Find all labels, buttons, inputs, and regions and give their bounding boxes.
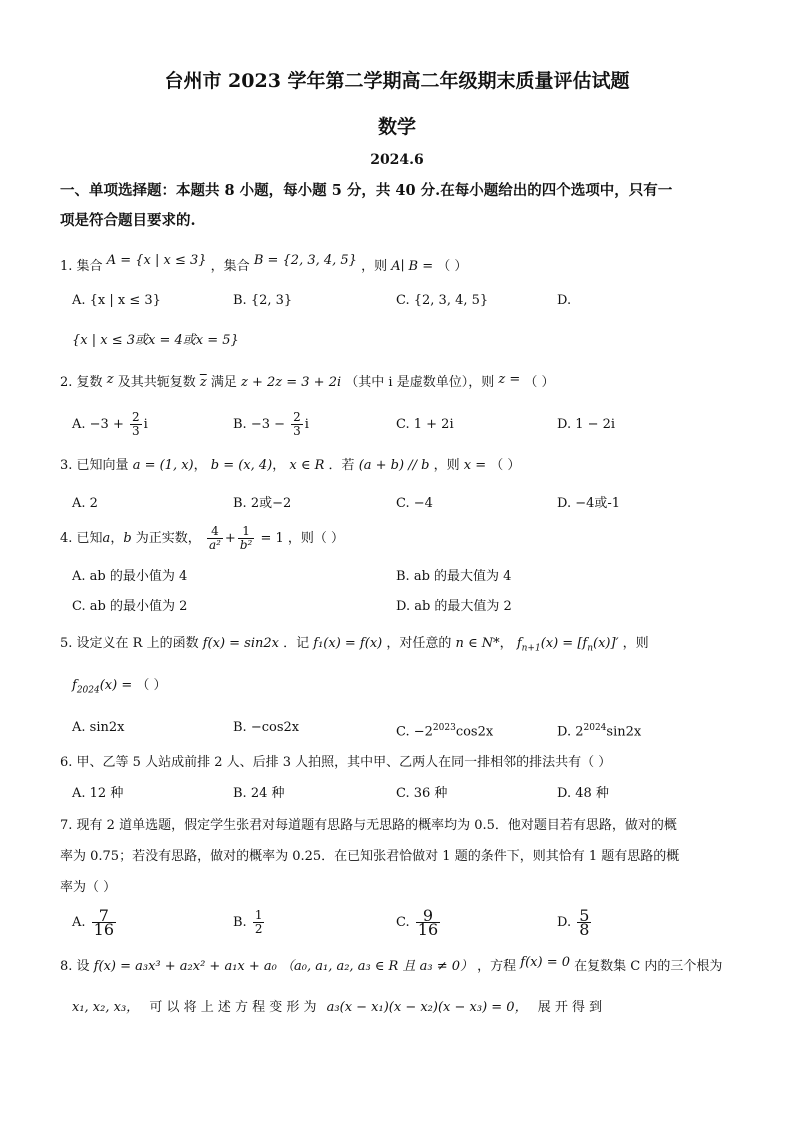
- q5-option-c-tail: cos2x: [455, 724, 494, 740]
- q8-line-2-tail: 展 开 得 到: [537, 1000, 603, 1015]
- q2-stem-b: 及其共轭复数: [117, 375, 196, 390]
- question-7-line-2: 率为 0.75；若没有思路，做对的概率为 0.25．在已知张君恰做对 1 题的条件下，则其恰有 1 题有思路的概: [60, 849, 680, 864]
- q7-option-d-fraction: [577, 906, 591, 939]
- q7-option-c-label: C.: [396, 915, 410, 930]
- q3-ask: x =: [463, 458, 487, 473]
- q5-stem-b: ．记: [283, 636, 310, 651]
- section-heading-line1: 一、单项选择题：本题共 8 小题，每小题 5 分，共 40 分.在每小题给出的四个选项中，只有一: [60, 182, 673, 199]
- q7-c-num: 9: [416, 909, 440, 923]
- q5-stem-c: ，对任意的: [386, 636, 452, 651]
- q7-option-b-fraction: [253, 909, 265, 936]
- q2-option-a-fraction: [130, 411, 142, 438]
- q8-stem-a: 8. 设: [60, 959, 90, 974]
- q5-f2024: $f_{2024}(x)$ =: [72, 678, 133, 696]
- q4-fraction-2: [238, 525, 255, 552]
- q7-option-a-label: A.: [72, 915, 86, 930]
- q1-option-b: B. {2, 3}: [233, 293, 293, 308]
- q4-stem-b: 为正实数，: [135, 531, 201, 546]
- q2-z: z: [106, 372, 114, 387]
- q2-b-i: i: [304, 417, 309, 432]
- q2-stem-d: （其中 i 是虚数单位），则: [345, 375, 495, 390]
- q5-option-a: A. sin2x: [72, 720, 125, 735]
- q6-option-a: A. 12 种: [72, 786, 124, 801]
- q1-stem-b: ，集合: [210, 259, 250, 274]
- q5-option-d-exp: 2024: [583, 723, 607, 733]
- q7-option-d: [557, 906, 593, 940]
- q3-condition: x ∈ R: [289, 458, 325, 473]
- question-6-stem: 6. 甲、乙等 5 人站成前排 2 人、后排 3 人拍照，其中甲、乙两人在同一排相邻的排法共有（ ）: [60, 755, 612, 770]
- q7-option-c-fraction: [416, 906, 440, 939]
- q8-equation: f(x) = 0: [520, 955, 571, 970]
- question-1-stem: [60, 253, 468, 276]
- question-5-stem: 5. 设定义在 R 上的函数 f(x) = sin2x ．记 f₁(x) = f(x) ，对任意的 n ∈ N*， $f_{n+1}(x) = [f_n(x)]'$ ，则: [60, 636, 649, 654]
- exam-date: 2024.6: [370, 152, 424, 168]
- question-4-stem: 4. 已知a，b 为正实数， $\frac{4}{\text{a²}}$ + $\frac{1}{\text{b²}}$ = 1 ，则（ ）: [60, 524, 345, 552]
- q3-vector-b: b = (x, 4): [210, 458, 273, 473]
- q4-d1: a²: [208, 538, 221, 552]
- q4-n2: 1: [238, 525, 255, 539]
- q2-option-b-fraction: [291, 411, 303, 438]
- q1-option-d: D.: [557, 293, 572, 308]
- q4-stem-c: ，则（ ）: [287, 531, 345, 546]
- q4-option-c: C. ab 的最小值为 2: [72, 599, 188, 614]
- q3-stem-c: ，则: [433, 458, 460, 473]
- q8-stem-c: 在复数集 C 内的三个根为: [574, 959, 723, 974]
- q8-polynomial: f(x) = a₃x³ + a₂x² + a₁x + a₀: [93, 959, 277, 974]
- q3-option-b: B. 2或−2: [233, 496, 292, 511]
- q1-set-b: B = {2, 3, 4, 5}: [253, 253, 357, 268]
- q7-b-den: 2: [254, 922, 263, 936]
- q1-stem-a: 1. 集合: [60, 259, 103, 274]
- q7-a-num: 7: [92, 909, 116, 923]
- q7-b-num: 1: [254, 908, 263, 922]
- question-8-stem: [60, 955, 723, 976]
- q7-c-den: 16: [417, 920, 439, 939]
- q2-stem-a: 2. 复数: [60, 375, 103, 390]
- q2-option-d: D. 1 − 2i: [557, 417, 616, 432]
- q7-a-den: 16: [93, 920, 115, 939]
- section-heading-line2: 项是符合题目要求的.: [60, 212, 196, 229]
- q5-stem-a: 5. 设定义在 R 上的函数: [60, 636, 199, 651]
- question-2-stem: [60, 374, 555, 392]
- q8-roots: x₁, x₂, x₃，: [72, 1000, 140, 1015]
- q2-option-a-text: A. −3 +: [72, 417, 124, 432]
- q7-option-b: [233, 906, 266, 940]
- q5-n-in: n ∈ N*: [455, 636, 500, 651]
- q7-option-b-label: B.: [233, 915, 247, 930]
- q3-stem-a: 3. 已知向量: [60, 458, 129, 473]
- q5-stem-d: ，则: [622, 636, 649, 651]
- q2-a-den: 3: [131, 424, 140, 438]
- q3-vector-a: a = (1, x): [132, 458, 194, 473]
- q5-line-2: [72, 677, 167, 700]
- q7-d-num: 5: [579, 906, 590, 925]
- q2-option-a: [72, 410, 148, 440]
- q4-fraction-1: [207, 525, 223, 552]
- q4-d2: b²: [239, 538, 253, 552]
- question-3-stem: 3. 已知向量 a = (1, x)， b = (x, 4)， x ∈ R ．若 (a + b) // b ，则 x = （ ）: [60, 458, 521, 473]
- q2-b-den: 3: [293, 424, 301, 438]
- exam-title: 台州市 2023 学年第二学期高二年级期末质量评估试题: [164, 70, 630, 92]
- question-7-line-1: 7. 现有 2 道单选题，假定学生张君对每道题有思路与无思路的概率均为 0.5．他对题目若有思路，做对的概: [60, 818, 677, 833]
- q2-stem-c: 满足: [210, 375, 237, 390]
- q4-option-d: D. ab 的最大值为 2: [396, 599, 512, 614]
- q5-recurrence: $f_{n+1}(x) = [f_n(x)]'$: [516, 636, 619, 654]
- q6-option-b: B. 24 种: [233, 786, 285, 801]
- q3-option-a: A. 2: [72, 496, 98, 511]
- q3-option-d: D. −4或-1: [557, 496, 621, 511]
- q2-option-b: [233, 410, 309, 440]
- q4-option-b: B. ab 的最大值为 4: [396, 569, 512, 584]
- q8-factored: a₃(x − x₁)(x − x₂)(x − x₃) = 0，: [326, 1000, 528, 1015]
- q5-option-b: B. −cos2x: [233, 720, 300, 735]
- q1-stem-c: ，则: [361, 259, 388, 274]
- q8-line-2: [72, 999, 602, 1017]
- q7-option-d-label: D.: [557, 915, 572, 930]
- q2-ask: z =: [498, 372, 521, 387]
- q5-option-d: [557, 719, 641, 741]
- q3-paren: （ ）: [490, 458, 521, 473]
- exam-subject: 数学: [377, 116, 416, 138]
- q5-f1: f₁(x) = f(x): [313, 636, 383, 651]
- q1-set-a: A = {x | x ≤ 3}: [106, 253, 207, 268]
- q1-expr: A∣ B =: [391, 259, 434, 274]
- q7-option-a-fraction: [92, 906, 116, 939]
- q7-option-c: [396, 906, 442, 940]
- q4-eq-tail: = 1: [260, 531, 284, 546]
- q8-coefficients: （a₀, a₁, a₂, a₃ ∈ R 且 a₃ ≠ 0）: [281, 959, 473, 974]
- q2-a-num: 2: [131, 410, 140, 424]
- q3-option-c: C. −4: [396, 496, 433, 511]
- q7-option-a: [72, 906, 118, 940]
- q5-paren: （ ）: [136, 678, 167, 693]
- q4-stem-a: 4. 已知: [60, 531, 103, 546]
- q5-fx: f(x) = sin2x: [202, 636, 279, 651]
- q3-parallel: (a + b) // b: [358, 458, 430, 473]
- q1-option-d-content: {x | x ≤ 3或x = 4或x = 5}: [72, 333, 239, 348]
- q2-b-num: 2: [293, 410, 301, 424]
- q4-n1: 4: [207, 525, 223, 539]
- q2-a-i: i: [143, 417, 148, 432]
- q1-option-c: C. {2, 3, 4, 5}: [396, 293, 489, 308]
- q2-equation: z + 2z = 3 + 2i: [241, 375, 342, 390]
- q1-option-a: A. {x | x ≤ 3}: [72, 293, 161, 308]
- q5-option-c-text: C. −2: [396, 724, 433, 740]
- q6-option-d: D. 48 种: [557, 786, 609, 801]
- question-7-line-3: 率为（ ）: [60, 880, 117, 895]
- q3-stem-b: ．若: [328, 458, 355, 473]
- q8-stem-b: ，方程: [477, 959, 517, 974]
- q8-line-2-text: 可 以 将 上 述 方 程 变 形 为: [149, 1000, 317, 1015]
- q2-option-b-text: B. −3 −: [233, 417, 286, 432]
- q5-option-c-exp: 2023: [432, 723, 456, 733]
- q1-paren: （ ）: [437, 259, 468, 274]
- q2-zbar: $\overline{z}$: [199, 375, 207, 390]
- q4-option-a: A. ab 的最小值为 4: [72, 569, 188, 584]
- q5-option-c: [396, 719, 493, 741]
- q2-paren: （ ）: [524, 375, 555, 390]
- q5-option-d-tail: sin2x: [606, 724, 642, 740]
- q7-d-den: 8: [579, 920, 590, 939]
- q5-option-d-text: D. 2: [557, 724, 584, 740]
- q6-option-c: C. 36 种: [396, 786, 448, 801]
- q2-option-c: C. 1 + 2i: [396, 417, 454, 432]
